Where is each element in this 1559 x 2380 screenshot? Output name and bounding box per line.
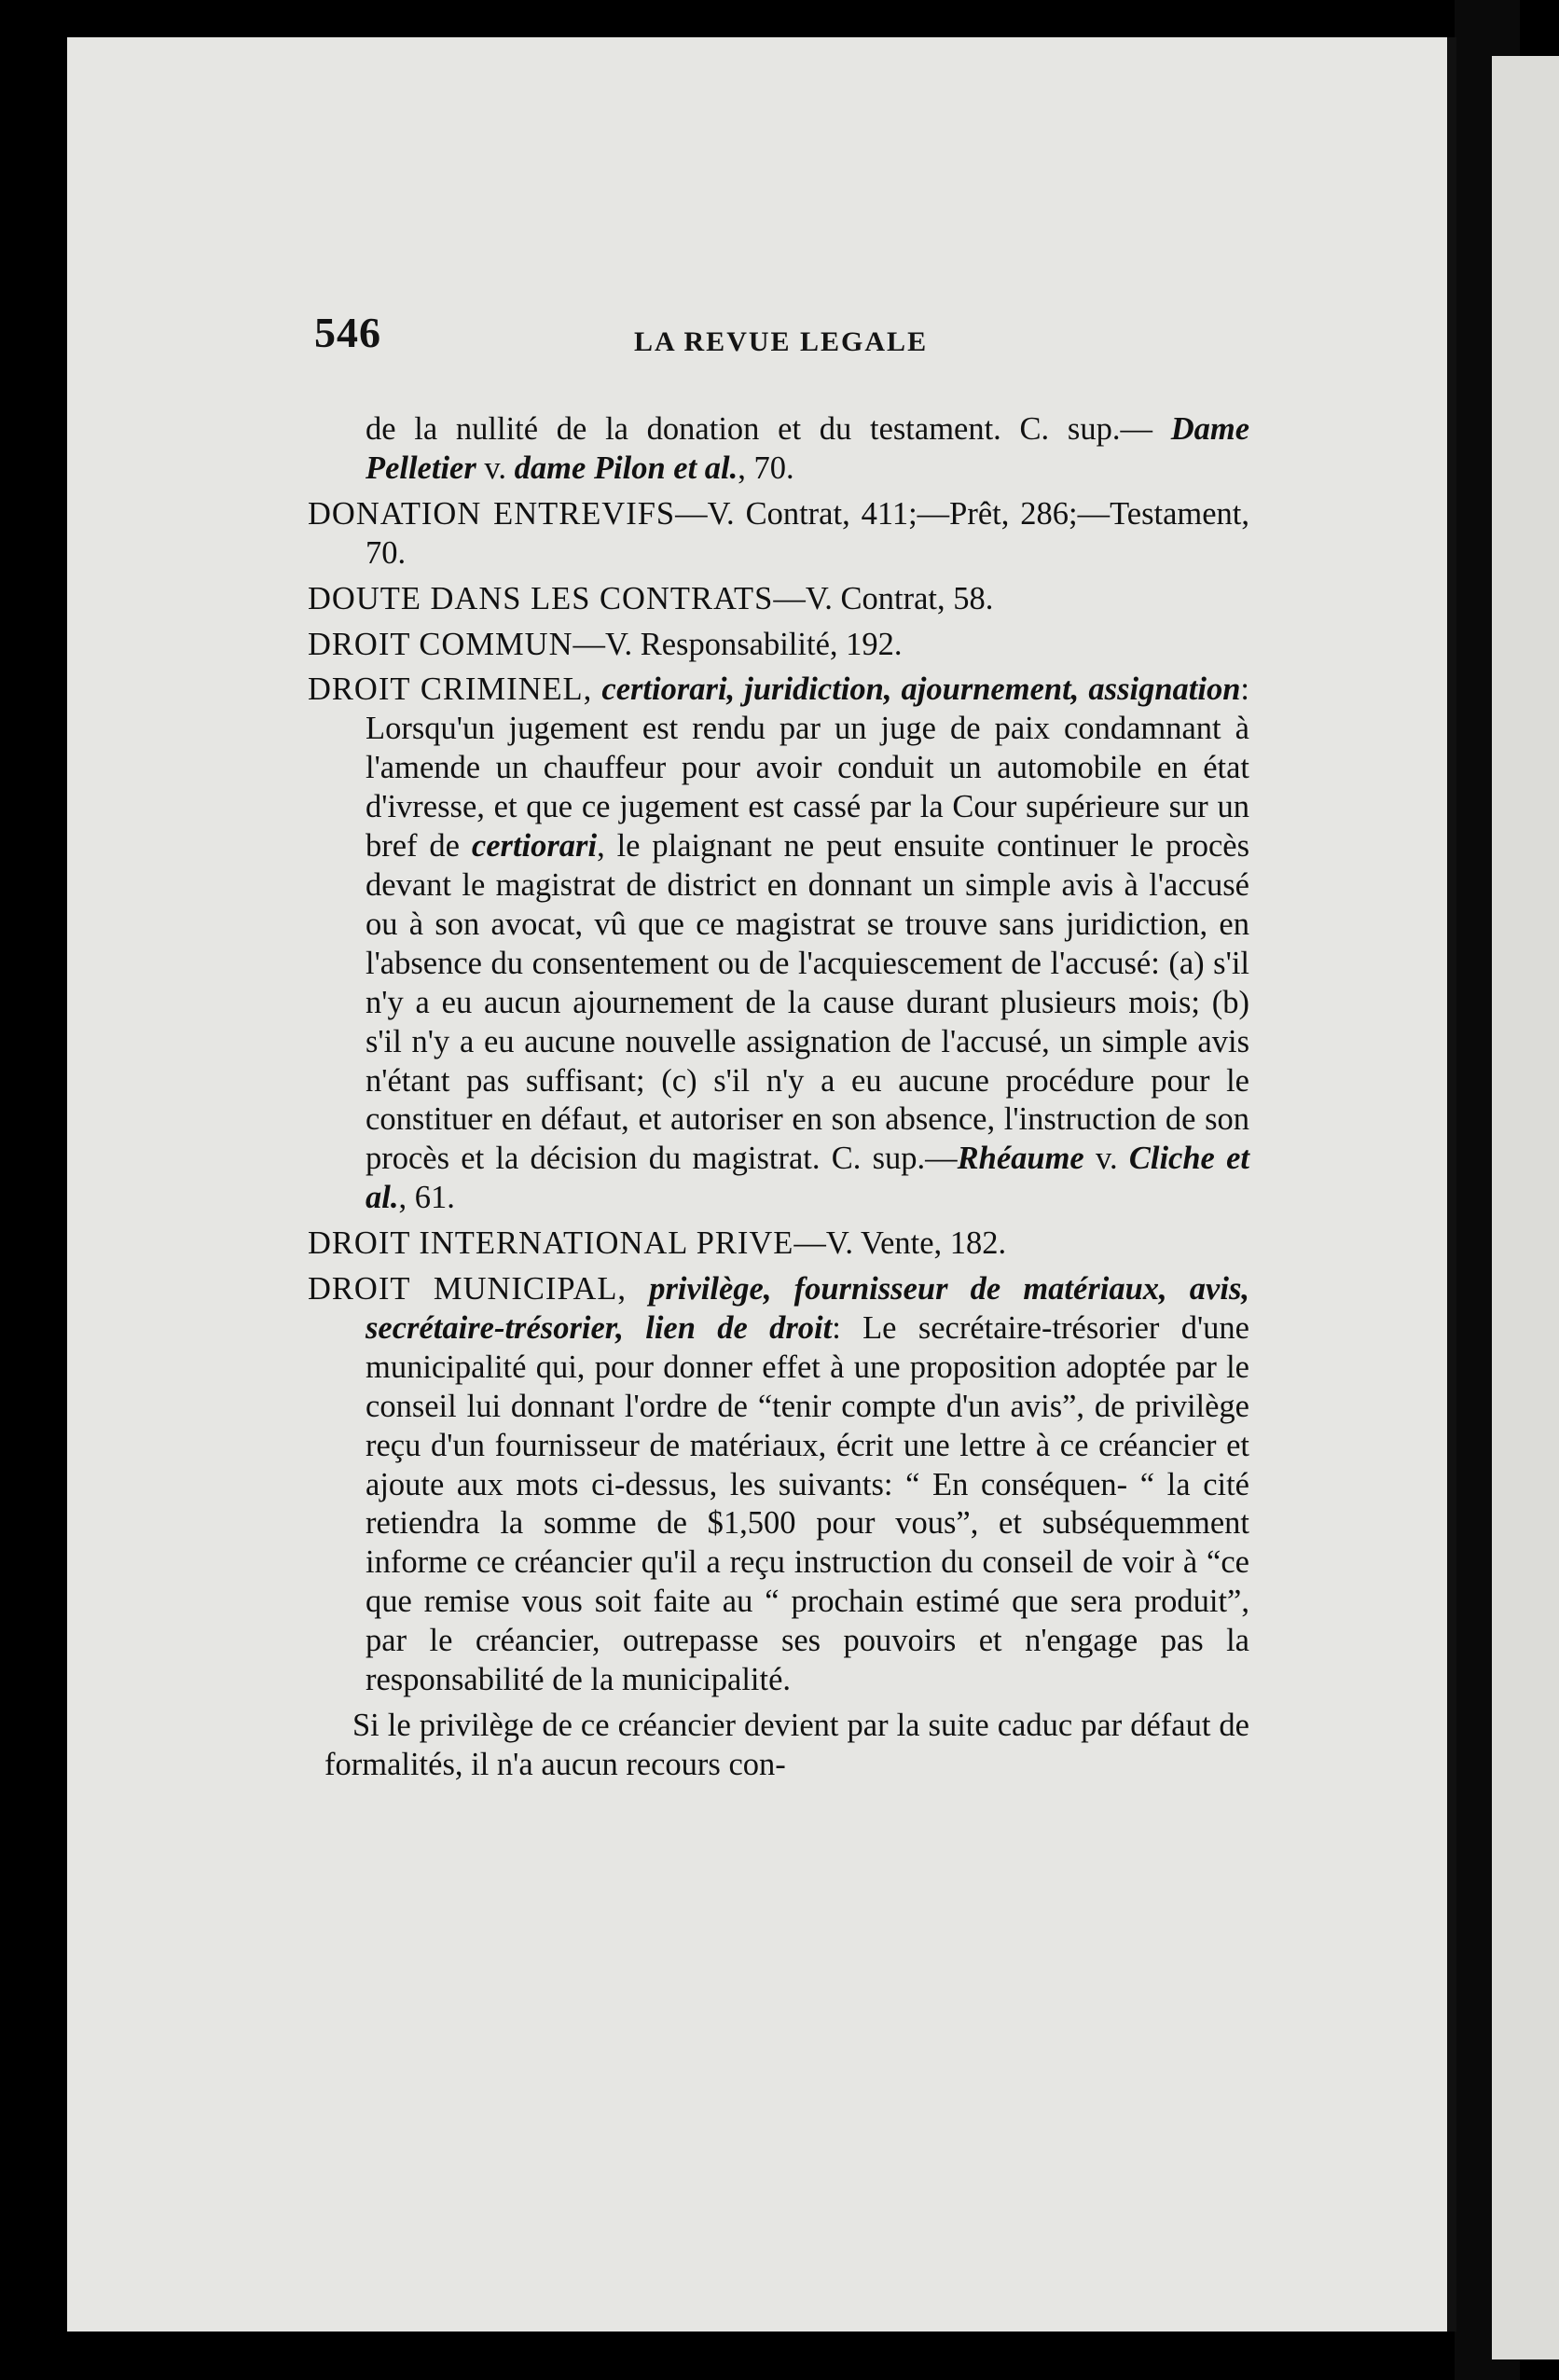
entry-droit-international-prive [308,1225,1249,1264]
entry-text: —V. Contrat, 58. [773,580,994,616]
entry-droit-commun [308,626,1249,665]
entry-doute-contrats [308,580,1249,619]
entry-keyword: certiorari [471,828,598,865]
case-party: Rhéaume [957,1141,1084,1177]
entry-keywords: privilège, fournisseur de matériaux, avis, secrétaire-trésorier, lien de droit [366,1271,1249,1346]
entry-continuation [300,410,1249,489]
entry-text: —V. Responsabilité, 192. [573,626,903,662]
entry-heading: DOUTE DANS LES CONTRATS [308,580,774,616]
entry-text: —V. Contrat, 411;—Prêt, 286;—Testament, 70. [366,495,1250,571]
index-entries [308,410,1249,1785]
page-header [314,308,1247,364]
facing-page-edge [1492,56,1559,2359]
entry-droit-municipal [308,1270,1249,1700]
entry-text: —V. Vente, 182. [793,1225,1007,1262]
entry-text: : Lorsqu'un jugement est rendu par un juge de paix condamnant à l'amende un chauffeur pour avoir conduit un automobile en état d'ivresse, et que ce jugement est cassé par la Cour supérieure sur un bref de [366,671,1249,865]
entry-text: , 70. [738,450,794,486]
entry-droit-criminel [308,671,1249,1218]
entry-heading: DROIT INTERNATIONAL PRIVE [308,1225,794,1262]
entry-paragraph: Si le privilège de ce créancier devient par la suite caduc par défaut de formalités, il n'a aucun recours con- [324,1708,1249,1782]
case-party: dame Pilon et al. [514,450,738,486]
entry-text: v. [1083,1141,1129,1177]
case-party: Cliche et al. [366,1141,1249,1216]
entry-heading: DROIT COMMUN [308,626,573,662]
entry-heading: DROIT MUNICIPAL, [308,1271,628,1308]
entry-text: v. [476,450,515,486]
running-title: LA REVUE LEGALE [634,326,929,357]
entry-text: , 61. [398,1180,455,1216]
page-number: 546 [314,309,381,356]
entry-keywords: certiorari, juridiction, ajournement, assignation [592,671,1241,708]
case-party: Dame Pelletier [366,411,1250,486]
entry-donation-entrevifs [308,495,1249,574]
entry-text: , le plaignant ne peut ensuite continuer le procès devant le magistrat de district en donnant un simple avis à l'accusé ou à son avocat, vû que ce magistrat se trouve sans juridiction, en l'absence du consentement ou de l'acquiescement de l'accusé: (a) s'il n'y a eu aucun ajournement de la cause durant plusieurs mois; (b) s'il n'y a eu aucune nouvelle assignation de l'accusé, un simple avis n'étant pas suffisant; (c) s'il n'y a eu aucune procédure pour le constituer en défaut, et autoriser en son absence, l'instruction de son procès et la décision du magistrat. C. sup.— [366,828,1249,1177]
entry-text: : Le secrétaire-trésorier d'une municipalité qui, pour donner effet à une proposition adoptée par le conseil lui donnant l'ordre de “tenir compte d'un avis”, de privilège reçu d'un fournisseur de matériaux, écrit une lettre à ce créancier et ajoute aux mots ci-dessus, les suivants: “ En conséquen- “ la cité retiendra la somme de $1,500 pour vous”, et subséquemment informe ce créancier qu'il a reçu instruction du conseil de voir à “ce que remise vous soit faite au “ prochain estimé que sera produit”, par le créancier, outrepasse ses pouvoirs et n'engage pas la responsabilité de la municipalité. [366,1309,1249,1698]
entry-heading: DROIT CRIMINEL, [308,671,593,708]
entry-text: de la nullité de la donation et du testament. C. sup.— [366,411,1152,447]
entry-heading: DONATION ENTREVIFS [308,495,676,532]
